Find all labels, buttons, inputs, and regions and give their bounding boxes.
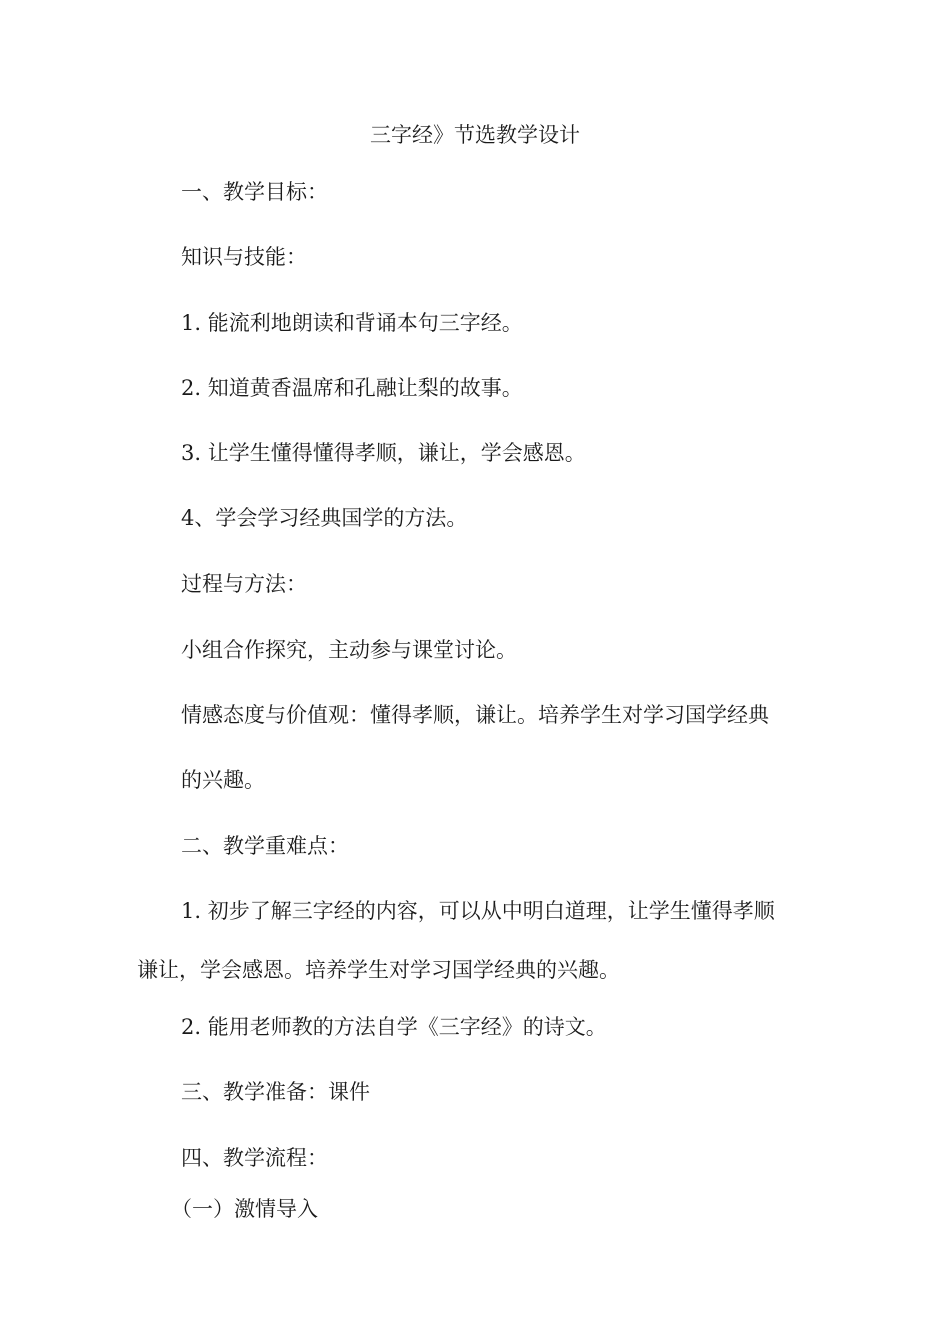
process-step-1: （一）激情导入 <box>171 1197 318 1221</box>
section-heading-process: 四、教学流程： <box>181 1146 328 1170</box>
document-title: 三字经》节选教学设计 <box>370 123 580 147</box>
objective-item-2: 2. 知道黄香温席和孔融让梨的故事。 <box>181 376 523 400</box>
key-point-item-1-cont: 谦让，学会感恩。培养学生对学习国学经典的兴趣。 <box>137 958 620 982</box>
objective-item-3: 3. 让学生懂得懂得孝顺，谦让，学会感恩。 <box>181 441 586 465</box>
emotion-values-text-cont: 的兴趣。 <box>181 768 265 792</box>
key-point-item-2: 2. 能用老师教的方法自学《三字经》的诗文。 <box>181 1015 607 1039</box>
objective-item-4: 4、学会学习经典国学的方法。 <box>181 506 468 530</box>
process-methods-text: 小组合作探究，主动参与课堂讨论。 <box>181 638 517 662</box>
subheading-process-methods: 过程与方法： <box>181 572 307 596</box>
section-heading-objectives: 一、教学目标： <box>181 180 328 204</box>
emotion-values-text: 情感态度与价值观：懂得孝顺，谦让。培养学生对学习国学经典 <box>181 703 769 727</box>
section-heading-key-points: 二、教学重难点： <box>181 834 349 858</box>
subheading-knowledge-skills: 知识与技能： <box>181 245 307 269</box>
key-point-item-1: 1. 初步了解三字经的内容，可以从中明白道理，让学生懂得孝顺 <box>181 899 775 923</box>
section-heading-preparation: 三、教学准备：课件 <box>181 1080 370 1104</box>
objective-item-1: 1. 能流利地朗读和背诵本句三字经。 <box>181 311 523 335</box>
